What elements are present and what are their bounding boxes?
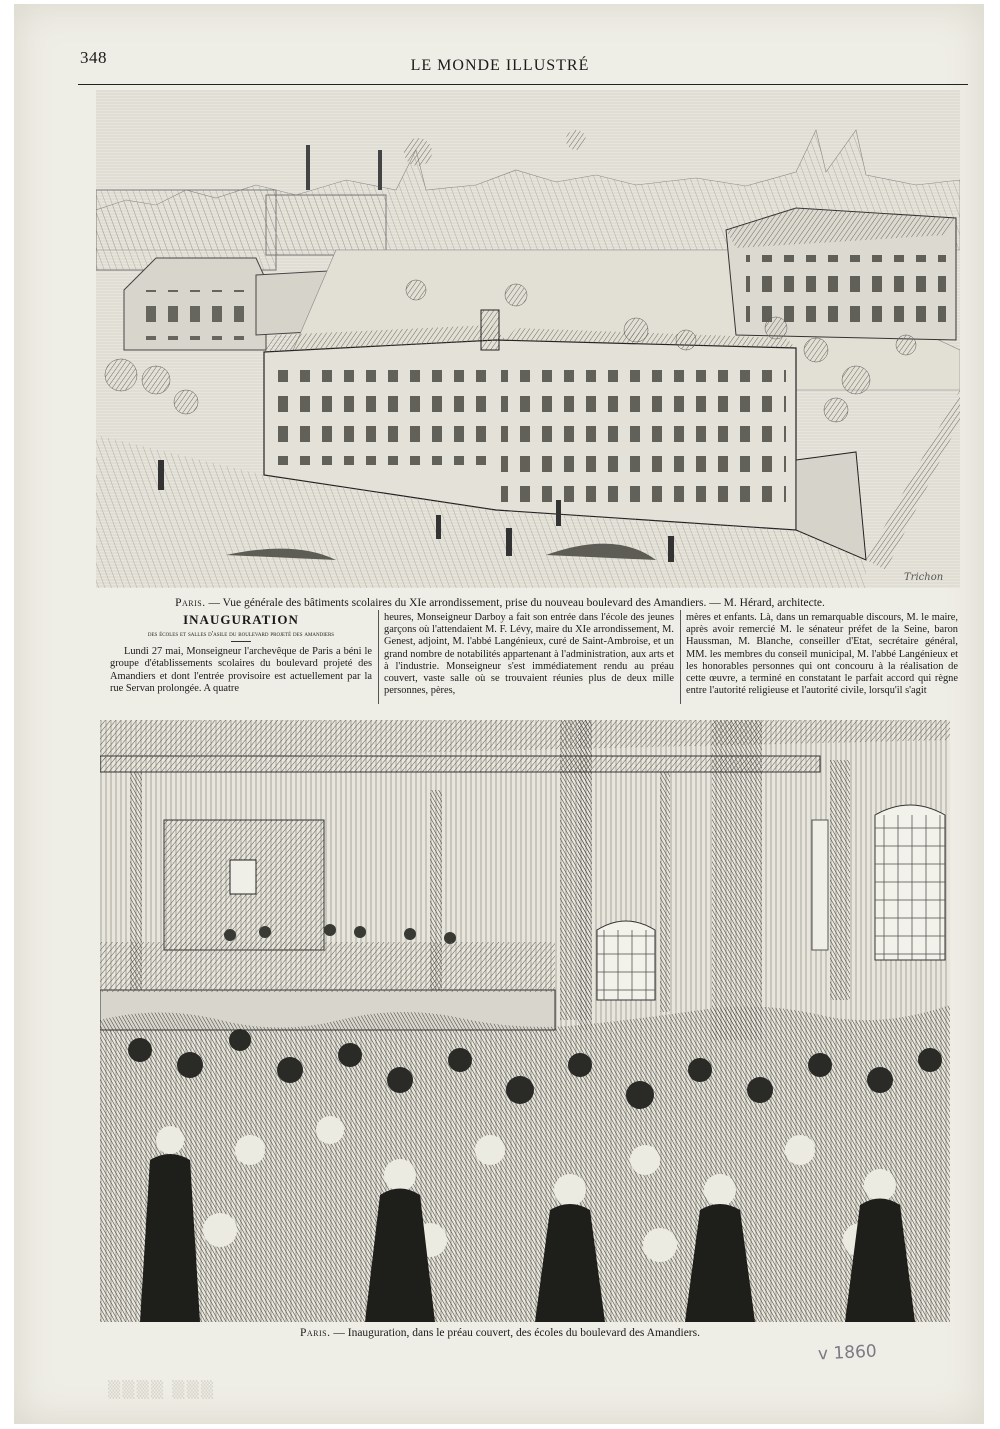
top-figure-caption <box>0 597 1000 609</box>
handwritten-date: v 1860 <box>817 1341 878 1365</box>
header-rule <box>78 84 968 85</box>
title-dash <box>231 641 251 642</box>
inauguration-hall-engraving <box>100 720 950 1322</box>
article-text-1: Lundi 27 mai, Monseigneur l'archevêque de Paris a béni le groupe d'établissements scolaires du boulevard projeté des Amandiers et dont l'entrée provisoire est actuellement par la rue Servan prolongée. A quatre <box>110 646 372 694</box>
column-separator <box>378 610 379 704</box>
article-title: INAUGURATION <box>183 612 299 627</box>
caption-text: — Vue générale des bâtiments scolaires du XIe arrondissement, prise du nouveau boulevard des Amandiers. — M. Hérard, architecte. <box>205 597 825 609</box>
bottom-figure-caption <box>0 1327 1000 1339</box>
publication-title: LE MONDE ILLUSTRÉ <box>410 57 590 74</box>
column-separator <box>680 610 681 704</box>
article-column-2: heures, Monseigneur Darboy a fait son entrée dans l'école des jeunes garçons où l'attendaient M. F. Lévy, maire du XIe arrondissement, M. Genest, adjoint, M. l'abbé Langénieux, curé de Saint-Ambroise, et un grand nombre de notabilités appartenant à l'administration, aux arts et à l'industrie. Monseigneur s'est immédiatement rendu au préau couvert, vaste salle où se trouvaient réunies plus de deux mille personnes, pères, <box>384 612 674 697</box>
article-subtitle: des écoles et salles d'asile du boulevard projeté des amandiers <box>147 629 335 639</box>
caption-place: Paris. <box>175 597 206 609</box>
engraver-signature: Trichon <box>904 572 944 583</box>
caption-text: — Inauguration, dans le préau couvert, des écoles du boulevard des Amandiers. <box>330 1327 700 1339</box>
faded-stamp: ▒▒▒▒ ▒▒▒ <box>108 1380 216 1399</box>
article-column-1 <box>110 612 372 695</box>
caption-place: Paris. <box>300 1327 331 1339</box>
article-column-3: mères et enfants. Là, dans un remarquable discours, M. le maire, après avoir remercié M. le sénateur préfet de la Seine, baron Haussman, M. Blanche, conseiller d'Etat, secrétaire général, MM. les membres du conseil municipal, M. l'abbé Langénieux et les honorables personnes qui ont concouru à la réalisation de cette œuvre, a terminé en constatant le parfait accord qui règne entre l'autorité religieuse et l'autorité civile, lorsqu'il s'agit <box>686 612 958 697</box>
page-number: 348 <box>80 48 107 67</box>
school-buildings-engraving <box>96 90 960 588</box>
